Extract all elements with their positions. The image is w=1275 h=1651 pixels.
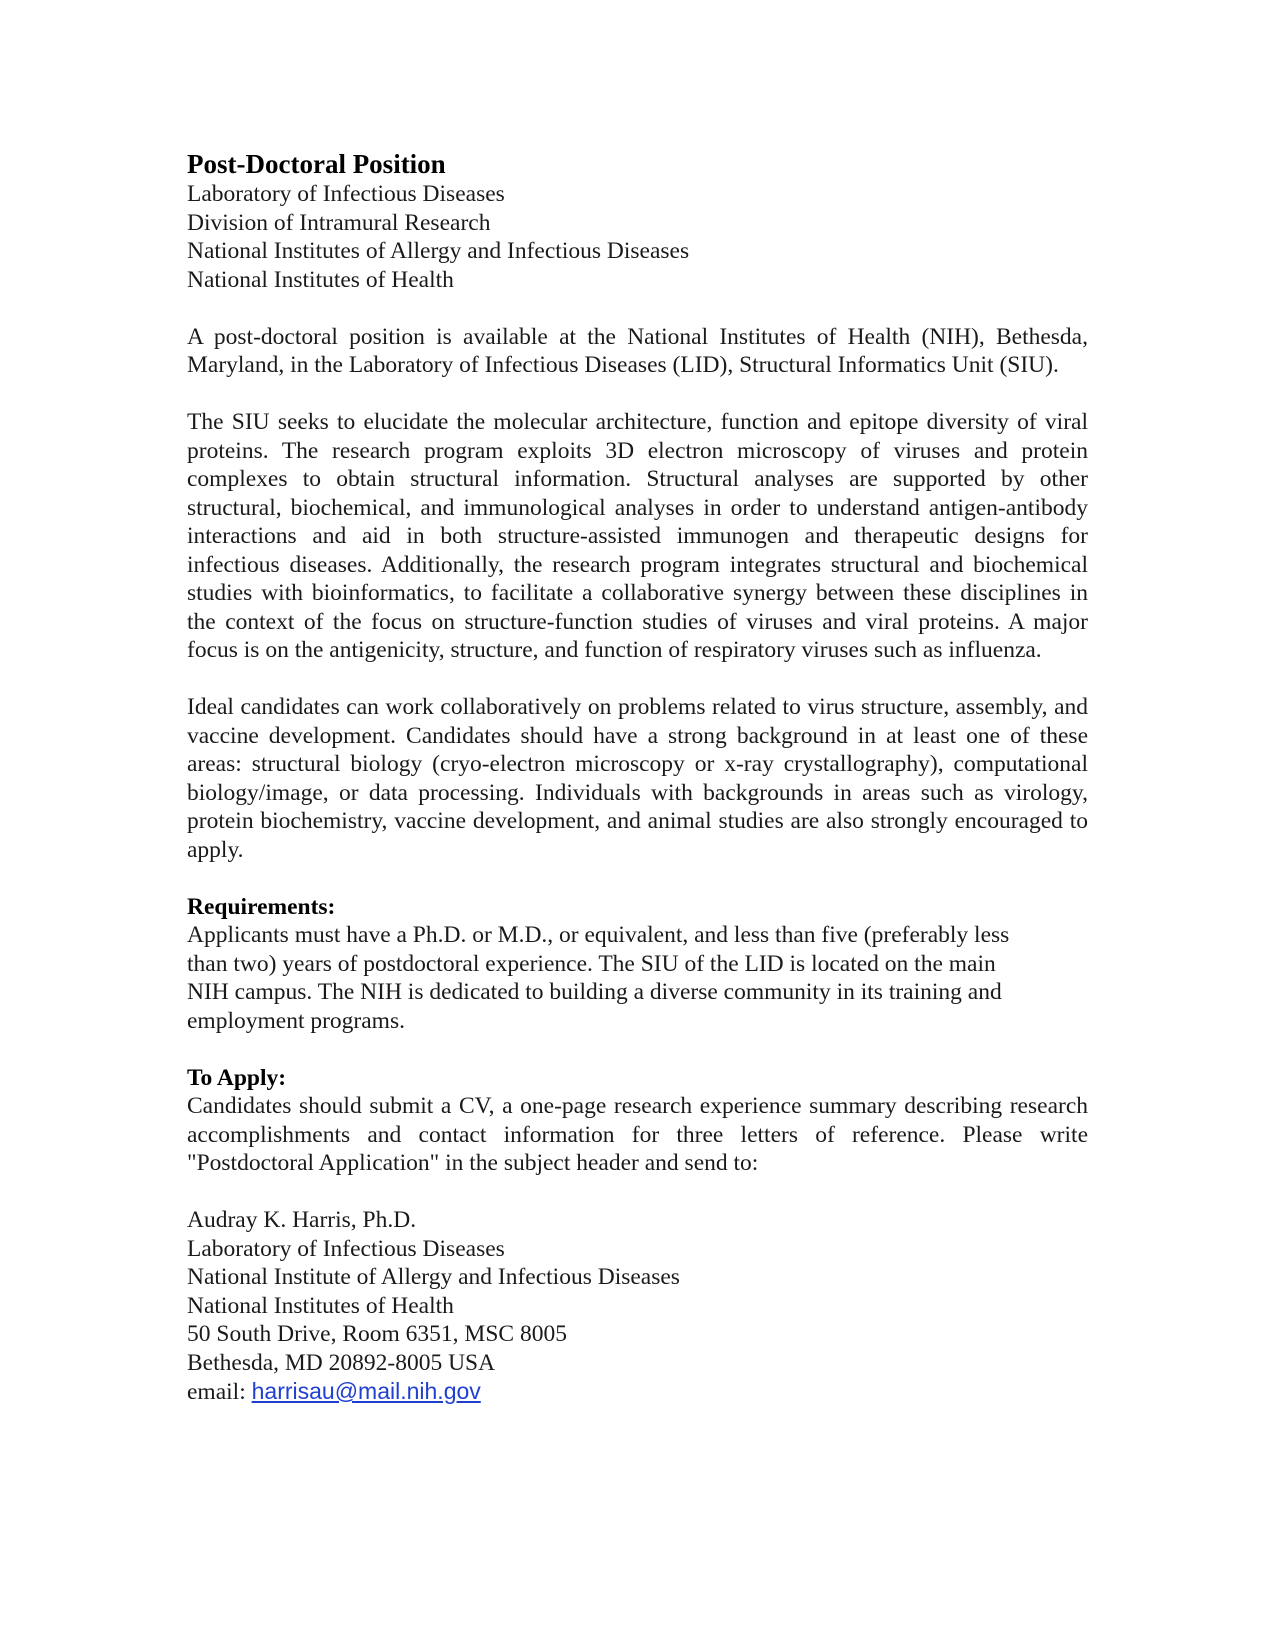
document-page: [187, 148, 1088, 1407]
requirements-line: Applicants must have a Ph.D. or M.D., or equivalent, and less than five (preferably less: [187, 922, 1010, 948]
research-paragraph: The SIU seeks to elucidate the molecular architecture, function and epitope diversity of viral proteins. The research program exploits 3D electron microscopy of viruses and protein complexes to obtain structural information. Structural analyses are supported by other structural, biochemical, and immunological analyses in order to understand antigen-antibody interactions and aid in both structure-assisted immunogen and therapeutic designs for infectious diseases. Additionally, the research program integrates structural and biochemical studies with bioinformatics, to facilitate a collaborative synergy between these disciplines in the context of the focus on structure-function studies of viruses and viral proteins. A major focus is on the antigenicity, structure, and function of respiratory viruses such as influenza.: [187, 409, 1088, 663]
requirements-text: [187, 921, 1088, 1035]
apply-heading: To Apply:: [187, 1064, 287, 1091]
contact-block: [187, 1206, 1088, 1407]
contact-city: Bethesda, MD 20892-8005 USA: [187, 1349, 496, 1376]
intro-paragraph: A post-doctoral position is available at the National Institutes of Health (NIH), Bethesda, Maryland, in the Laboratory of Infectious Diseases (LID), Structural Informatics Unit (SIU).: [187, 323, 1088, 378]
affiliation-line: National Institutes of Allergy and Infectious Diseases: [187, 238, 690, 264]
email-link[interactable]: harrisau@mail.nih.gov: [251, 1378, 481, 1404]
candidates-paragraph: Ideal candidates can work collaboratively on problems related to virus structure, assembly, and vaccine development. Candidates should have a strong background in at least one of these areas: structural biology (cryo-electron microscopy or x-ray crystallography), computational biology/image, or data processing. Individuals with backgrounds in areas such as virology, protein biochemistry, vaccine development, and animal studies are also strongly encouraged to apply.: [187, 694, 1088, 863]
contact-address: 50 South Drive, Room 6351, MSC 8005: [187, 1321, 567, 1347]
contact-line: National Institutes of Health: [187, 1292, 454, 1319]
contact-line: Laboratory of Infectious Diseases: [187, 1235, 505, 1262]
affiliation-block: [187, 180, 1088, 294]
requirements-line: than two) years of postdoctoral experience. The SIU of the LID is located on the main: [187, 950, 996, 977]
contact-email-line: [187, 1377, 1088, 1407]
apply-paragraph: Candidates should submit a CV, a one-page research experience summary describing research accomplishments and contact information for three letters of reference. Please write "Postdoctoral Application" in the subject header and send to:: [187, 1093, 1088, 1176]
contact-line: National Institute of Allergy and Infectious Diseases: [187, 1264, 680, 1290]
page-title: Post-Doctoral Position: [187, 149, 446, 179]
email-label: email:: [187, 1379, 252, 1405]
affiliation-line: National Institutes of Health: [187, 266, 454, 293]
requirements-line: NIH campus. The NIH is dedicated to building a diverse community in its training and: [187, 979, 1002, 1005]
contact-name: Audray K. Harris, Ph.D.: [187, 1207, 417, 1233]
requirements-line: employment programs.: [187, 1007, 405, 1034]
affiliation-line: Division of Intramural Research: [187, 209, 491, 236]
affiliation-line: Laboratory of Infectious Diseases: [187, 181, 505, 207]
requirements-heading: Requirements:: [187, 893, 336, 920]
